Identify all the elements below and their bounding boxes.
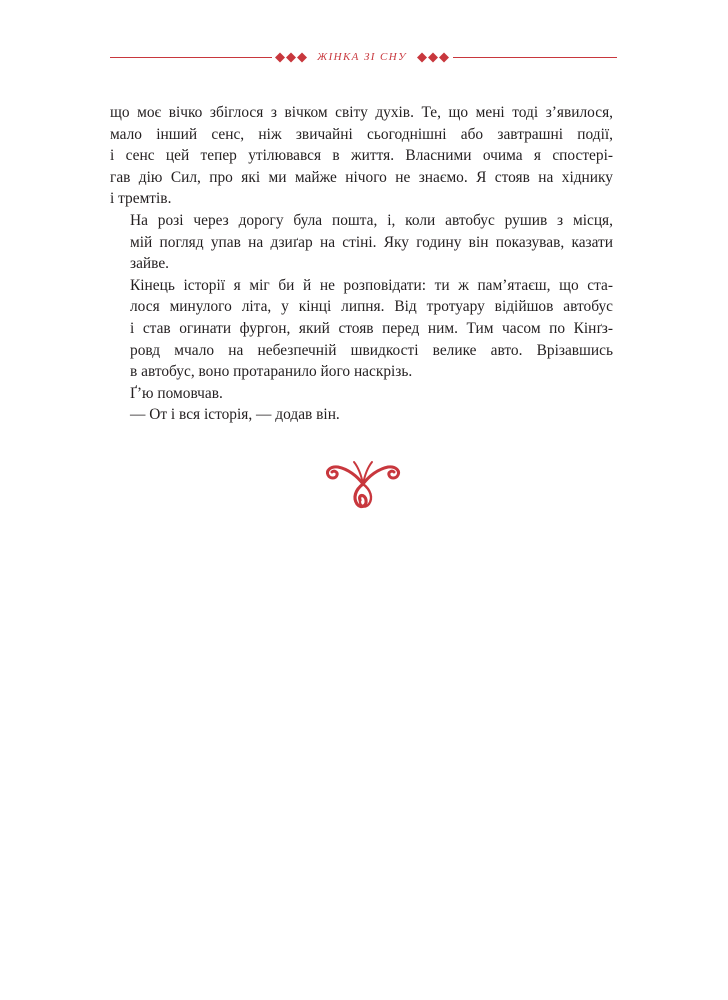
text-line: лося минулого літа, у кінці липня. Від тротуару відійшов автобус <box>130 298 613 316</box>
text-line: і сенс цей тепер утілювався в життя. Власними очима я спостері- <box>110 147 613 165</box>
text-line: На розі через дорогу була пошта, і, коли автобус рушив з місця, <box>130 211 613 229</box>
text-line: зайве. <box>130 255 170 273</box>
text-line: Ґ’ю помовчав. <box>130 384 223 402</box>
text-line: — От і вся історія, — додав він. <box>130 406 340 424</box>
text-line: і тремтів. <box>110 190 172 208</box>
text-line: гав дію Сил, про які ми майже нічого не знаємо. Я стояв на хіднику <box>110 168 613 186</box>
text-line: що моє вічко збіглося з вічком світу духів. Те, що мені тоді з’явилося, <box>110 104 613 121</box>
header-rule-right <box>453 57 617 58</box>
body-text <box>110 102 613 426</box>
paragraph <box>110 102 613 210</box>
flourish-ornament-icon <box>324 454 402 510</box>
paragraph <box>110 404 613 426</box>
text-line: ровд мчало на небезпечній швидкості велике авто. Врізавшись <box>130 341 613 359</box>
text-line: мій погляд упав на дзиґар на стіні. Яку годину він показував, казати <box>130 233 613 251</box>
running-title: ЖІНКА ЗІ СНУ <box>317 51 407 63</box>
header-rule-left <box>110 57 272 58</box>
running-header <box>110 48 617 68</box>
diamond-ornament-right-icon <box>417 50 450 65</box>
text-line: і став огинати фургон, який стояв перед ним. Тим часом по Кінґз- <box>130 319 613 337</box>
text-line: в автобус, воно протаранило його наскрізь. <box>130 363 413 381</box>
diamond-ornament-left-icon <box>275 50 308 65</box>
paragraph <box>110 210 613 275</box>
paragraph <box>110 383 613 405</box>
text-line: Кінець історії я міг би й не розповідати: ти ж пам’ятаєш, що ста- <box>130 276 613 294</box>
paragraph <box>110 275 613 383</box>
text-line: мало інший сенс, ніж звичайні сьогоднішні або завтрашні події, <box>110 125 613 143</box>
